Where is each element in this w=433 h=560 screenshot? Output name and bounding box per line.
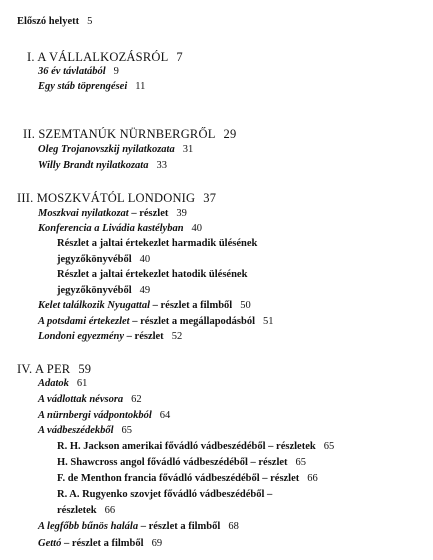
toc-entry-subtitle: – részlet: [128, 208, 169, 219]
toc-entry-title: F. de Menthon francia fővádló vádbeszédéből – részlet: [57, 473, 300, 484]
toc-page-number: 31: [182, 144, 194, 155]
toc-entry-s2b: [38, 160, 167, 172]
toc-entry-title: Konferencia a Livádia kastélyban: [38, 223, 184, 234]
toc-entry-title: 36 év távlatából: [38, 66, 106, 77]
toc-page-number: 11: [135, 81, 146, 92]
toc-entry-s4c: [38, 410, 170, 422]
toc-entry-s3i: [38, 331, 182, 343]
toc-entry-s4h: [57, 489, 272, 501]
toc-entry-title: Részlet a jaltai értekezlet hatodik ülésének: [57, 269, 248, 280]
toc-entry-title: Gettó: [38, 538, 62, 549]
toc-page-number: 69: [151, 538, 163, 549]
toc-entry-subtitle: – részlet a filmből: [150, 300, 233, 311]
toc-entry-s4: [17, 362, 91, 376]
toc-page-number: 66: [307, 473, 318, 484]
toc-entry-subtitle: – részlet a megállapodásból: [129, 316, 255, 327]
toc-entry-s3e: [57, 269, 247, 281]
toc-page-number: 51: [262, 316, 274, 327]
toc-entry-s4b: [38, 394, 142, 406]
toc-page-number: 37: [203, 191, 217, 205]
toc-entry-s2: [23, 127, 236, 141]
toc-entry-title: R. H. Jackson amerikai fővádló vádbeszédéből – részletek: [57, 441, 316, 452]
toc-entry-title: Londoni egyezmény: [38, 331, 125, 342]
toc-entry-s4k: [38, 538, 162, 550]
toc-entry-s3g: [38, 300, 251, 312]
toc-entry-s3h: [38, 316, 273, 328]
toc-page-number: 52: [171, 331, 183, 342]
toc-entry-s4j: [38, 521, 239, 533]
toc-entry-s4i: [57, 505, 115, 517]
toc-entry-s3f: [57, 285, 150, 297]
toc-entry-title: A legfőbb bűnös halála: [38, 521, 139, 532]
toc-entry-s4g: [57, 473, 318, 485]
toc-page-number: 5: [87, 16, 93, 27]
toc-page-number: 61: [76, 378, 88, 389]
toc-page-number: 65: [295, 457, 307, 468]
toc-entry-s4d: [38, 425, 132, 437]
toc-entry-s3a: [38, 208, 187, 220]
toc-entry-title: IV. A PER: [17, 362, 71, 376]
toc-entry-s1b: [38, 81, 145, 93]
toc-entry-s4e: [57, 441, 334, 453]
toc-entry-s2a: [38, 144, 193, 156]
toc-entry-title: Egy stáb töprengései: [38, 81, 128, 92]
toc-entry-s1a: [38, 66, 119, 78]
toc-page-number: 9: [113, 66, 119, 77]
toc-entry-title: H. Shawcross angol fővádló vádbeszédéből – részlet: [57, 457, 288, 468]
toc-entry-title: Oleg Trojanovszkij nyilatkozata: [38, 144, 175, 155]
toc-page-number: 7: [176, 50, 183, 64]
toc-entry-subtitle: – részlet a filmből: [61, 538, 144, 549]
toc-entry-title: Moszkvai nyilatkozat: [38, 208, 129, 219]
toc-entry-title: III. MOSZKVÁTÓL LONDONIG: [17, 191, 196, 205]
toc-page-number: 40: [191, 223, 203, 234]
toc-entry-title: A potsdami értekezlet: [38, 316, 130, 327]
toc-page-number: 65: [121, 425, 133, 436]
toc-entry-title: I. A VÁLLALKOZÁSRÓL: [27, 50, 169, 64]
toc-entry-title: R. A. Rugyenko szovjet fővádló vádbeszédéből –: [57, 489, 273, 500]
toc-entry-title: részletek: [57, 505, 97, 516]
toc-page-number: 39: [176, 208, 187, 219]
toc-entry-title: A vádbeszédekből: [38, 425, 114, 436]
toc-page-number: 29: [223, 127, 237, 141]
toc-entry-subtitle: – részlet a filmből: [138, 521, 221, 532]
toc-entry-title: II. SZEMTANÚK NÜRNBERGRŐL: [23, 127, 216, 141]
toc-entry-s3d: [57, 254, 150, 266]
toc-entry-s3b: [38, 223, 202, 235]
toc-entry-title: Kelet találkozik Nyugattal: [38, 300, 150, 311]
toc-page-number: 66: [104, 505, 116, 516]
toc-page-number: 40: [139, 254, 151, 265]
toc-entry-title: jegyzőkönyvéből: [57, 285, 132, 296]
toc-entry-s4a: [38, 378, 87, 390]
toc-entry-title: Előszó helyett: [17, 16, 80, 27]
toc-page-number: 49: [139, 285, 151, 296]
toc-page-number: 59: [78, 362, 92, 376]
toc-entry-title: jegyzőkönyvéből: [57, 254, 132, 265]
toc-page-number: 62: [131, 394, 142, 405]
toc-entry-title: Willy Brandt nyilatkozata: [38, 160, 149, 171]
toc-entry-title: A vádlottak névsora: [38, 394, 124, 405]
toc-entry-s3: [17, 191, 216, 205]
toc-entry-s3c: [57, 238, 257, 250]
toc-entry-title: A nürnbergi vádpontokból: [38, 410, 152, 421]
toc-entry-title: Részlet a jaltai értekezlet harmadik ülésének: [57, 238, 258, 249]
toc-entry-title: Adatok: [38, 378, 69, 389]
toc-page-number: 50: [240, 300, 251, 311]
toc-page-number: 68: [228, 521, 239, 532]
toc-page-number: 65: [323, 441, 335, 452]
toc-entry-subtitle: – részlet: [124, 331, 164, 342]
toc-entry-elozo: [17, 16, 92, 28]
toc-entry-s1: [27, 50, 183, 64]
toc-page-number: 33: [156, 160, 167, 171]
toc-entry-s4f: [57, 457, 306, 469]
toc-page-number: 64: [159, 410, 171, 421]
